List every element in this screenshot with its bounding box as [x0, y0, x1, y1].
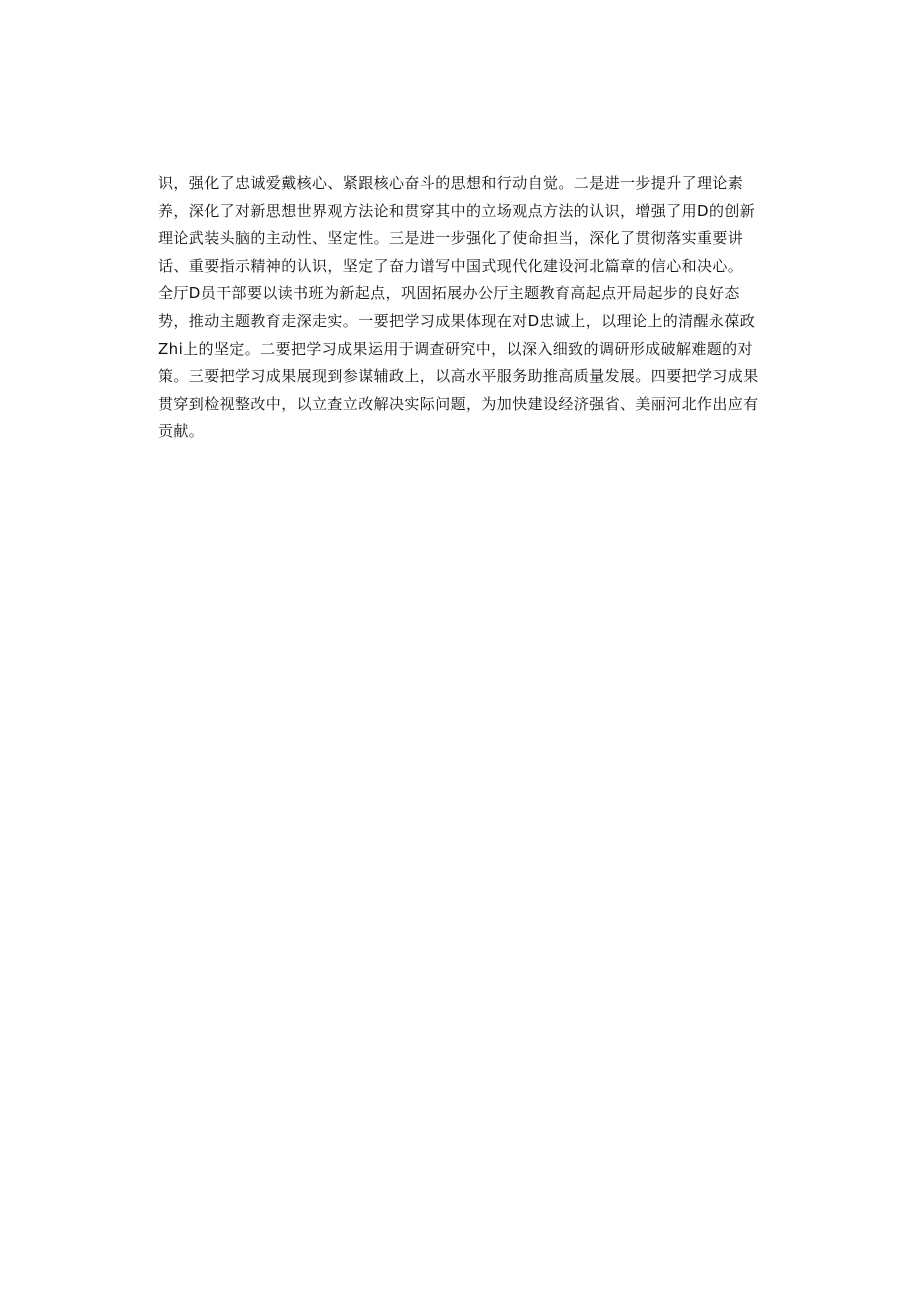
text-line: 识，强化了忠诚爱戴核心、紧跟核心奋斗的思想和行动自觉。二是进一步提升了理论素	[158, 174, 744, 192]
body-text	[158, 170, 778, 446]
text-line: 贡献。	[158, 422, 205, 441]
text-line: 策。三要把学习成果展现到参谋辅政上，以高水平服务助推高质量发展。四要把学习成果	[158, 367, 759, 386]
text-line: Zhi上的坚定。二要把学习成果运用于调查研究中，以深入细致的调研形成破解难题的对	[158, 339, 753, 358]
text-line: 贯穿到检视整改中，以立查立改解决实际问题，为加快建设经济强省、美丽河北作出应有	[158, 394, 759, 413]
text-line: 全厅D员干部要以读书班为新起点，巩固拓展办公厅主题教育高起点开局起步的良好态	[158, 284, 740, 303]
text-line: 势，推动主题教育走深走实。一要把学习成果体现在对D忠诚上，以理论上的清醒永葆政	[158, 311, 756, 330]
text-line: 话、重要指示精神的认识，坚定了奋力谱写中国式现代化建设河北篇章的信心和决心。	[158, 256, 744, 275]
text-line: 养，深化了对新思想世界观方法论和贯穿其中的立场观点方法的认识，增强了用D的创新	[158, 201, 756, 220]
text-line: 理论武装头脑的主动性、坚定性。三是进一步强化了使命担当，深化了贯彻落实重要讲	[158, 229, 744, 248]
